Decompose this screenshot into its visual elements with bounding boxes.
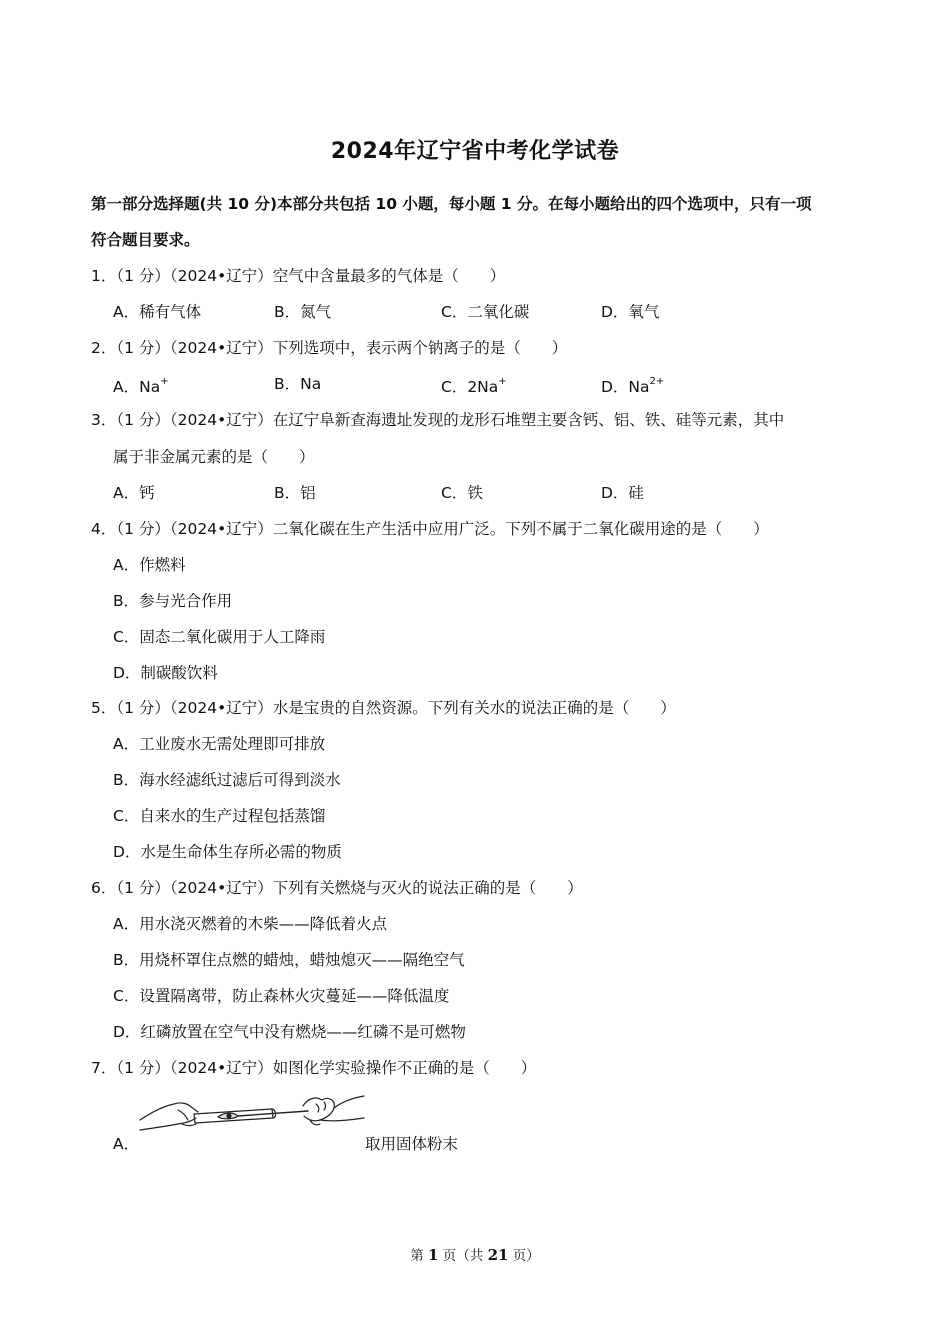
option-text: A．Na xyxy=(113,378,161,397)
question-1-option-c: C．二氧化碳 xyxy=(441,303,530,321)
question-6-stem: 6．（1 分）（2024•辽宁）下列有关燃烧与灭火的说法正确的是（ ） xyxy=(91,879,583,897)
question-7-option-a-label: A． xyxy=(113,1135,140,1153)
question-6-option-b: B．用烧杯罩住点燃的蜡烛，蜡烛熄灭——隔绝空气 xyxy=(113,951,465,969)
question-4-option-b: B．参与光合作用 xyxy=(113,592,233,610)
question-4-stem: 4．（1 分）（2024•辽宁）二氧化碳在生产生活中应用广泛。下列不属于二氧化碳用途的是（ ） xyxy=(91,520,769,538)
question-6-option-c: C．设置隔离带，防止森林火灾蔓延——降低温度 xyxy=(113,987,450,1005)
page-footer xyxy=(0,1244,950,1264)
question-2-stem: 2．（1 分）（2024•辽宁）下列选项中，表示两个钠离子的是（ ） xyxy=(91,339,568,357)
question-3-stem-line2: 属于非金属元素的是（ ） xyxy=(113,448,315,466)
question-5-option-d: D．水是生命体生存所必需的物质 xyxy=(113,843,342,861)
question-3-option-c: C．铁 xyxy=(441,484,483,502)
question-1-option-b: B．氮气 xyxy=(274,303,332,321)
question-5-option-c: C．自来水的生产过程包括蒸馏 xyxy=(113,807,326,825)
option-text: D．Na xyxy=(601,378,650,397)
left-arm-outline xyxy=(140,1103,198,1120)
question-5-stem: 5．（1 分）（2024•辽宁）水是宝贵的自然资源。下列有关水的说法正确的是（ ） xyxy=(91,699,676,717)
question-7-option-a-caption: 取用固体粉末 xyxy=(365,1135,459,1153)
question-2-option-a xyxy=(113,373,169,398)
question-1-stem: 1．（1 分）（2024•辽宁）空气中含量最多的气体是（ ） xyxy=(91,267,506,285)
question-6-option-d: D．红磷放置在空气中没有燃烧——红磷不是可燃物 xyxy=(113,1023,466,1041)
question-3-option-d: D．硅 xyxy=(601,484,644,502)
question-6-option-a: A．用水浇灭燃着的木柴——降低着火点 xyxy=(113,915,388,933)
question-4-option-a: A．作燃料 xyxy=(113,556,186,574)
section-intro-line1: 第一部分选择题(共 10 分)本部分共包括 10 小题，每小题 1 分。在每小题给出的四个选项中，只有一项 xyxy=(91,195,812,213)
question-2-option-b: B．Na xyxy=(274,375,322,393)
charge-superscript: 2+ xyxy=(649,376,665,387)
question-2-option-d xyxy=(601,373,664,398)
footer-mid: 页（共 xyxy=(438,1248,488,1264)
question-7-stem: 7．（1 分）（2024•辽宁）如图化学实验操作不正确的是（ ） xyxy=(91,1059,537,1077)
footer-prefix: 第 xyxy=(410,1248,429,1264)
footer-total-pages: 21 xyxy=(487,1246,509,1264)
question-1-option-a: A．稀有气体 xyxy=(113,303,202,321)
question-4-option-d: D．制碳酸饮料 xyxy=(113,664,218,682)
footer-page-number: 1 xyxy=(428,1246,439,1264)
test-tube-powder-icon xyxy=(138,1090,366,1138)
question-5-option-a: A．工业废水无需处理即可排放 xyxy=(113,735,326,753)
charge-superscript: + xyxy=(498,376,507,387)
charge-superscript: + xyxy=(160,376,169,387)
page-title: 2024年辽宁省中考化学试卷 xyxy=(330,139,620,164)
section-intro-line2: 符合题目要求。 xyxy=(91,231,200,249)
question-3-option-a: A．钙 xyxy=(113,484,155,502)
question-1-option-d: D．氧气 xyxy=(601,303,660,321)
question-5-option-b: B．海水经滤纸过滤后可得到淡水 xyxy=(113,771,341,789)
question-3-stem-line1: 3．（1 分）（2024•辽宁）在辽宁阜新查海遗址发现的龙形石堆塑主要含钙、铝、铁、硅等元素，其中 xyxy=(91,411,785,429)
footer-suffix: 页） xyxy=(508,1248,540,1264)
question-4-option-c: C．固态二氧化碳用于人工降雨 xyxy=(113,628,326,646)
question-2-option-c xyxy=(441,373,507,398)
option-text: C．2Na xyxy=(441,378,499,397)
question-3-option-b: B．铝 xyxy=(274,484,316,502)
